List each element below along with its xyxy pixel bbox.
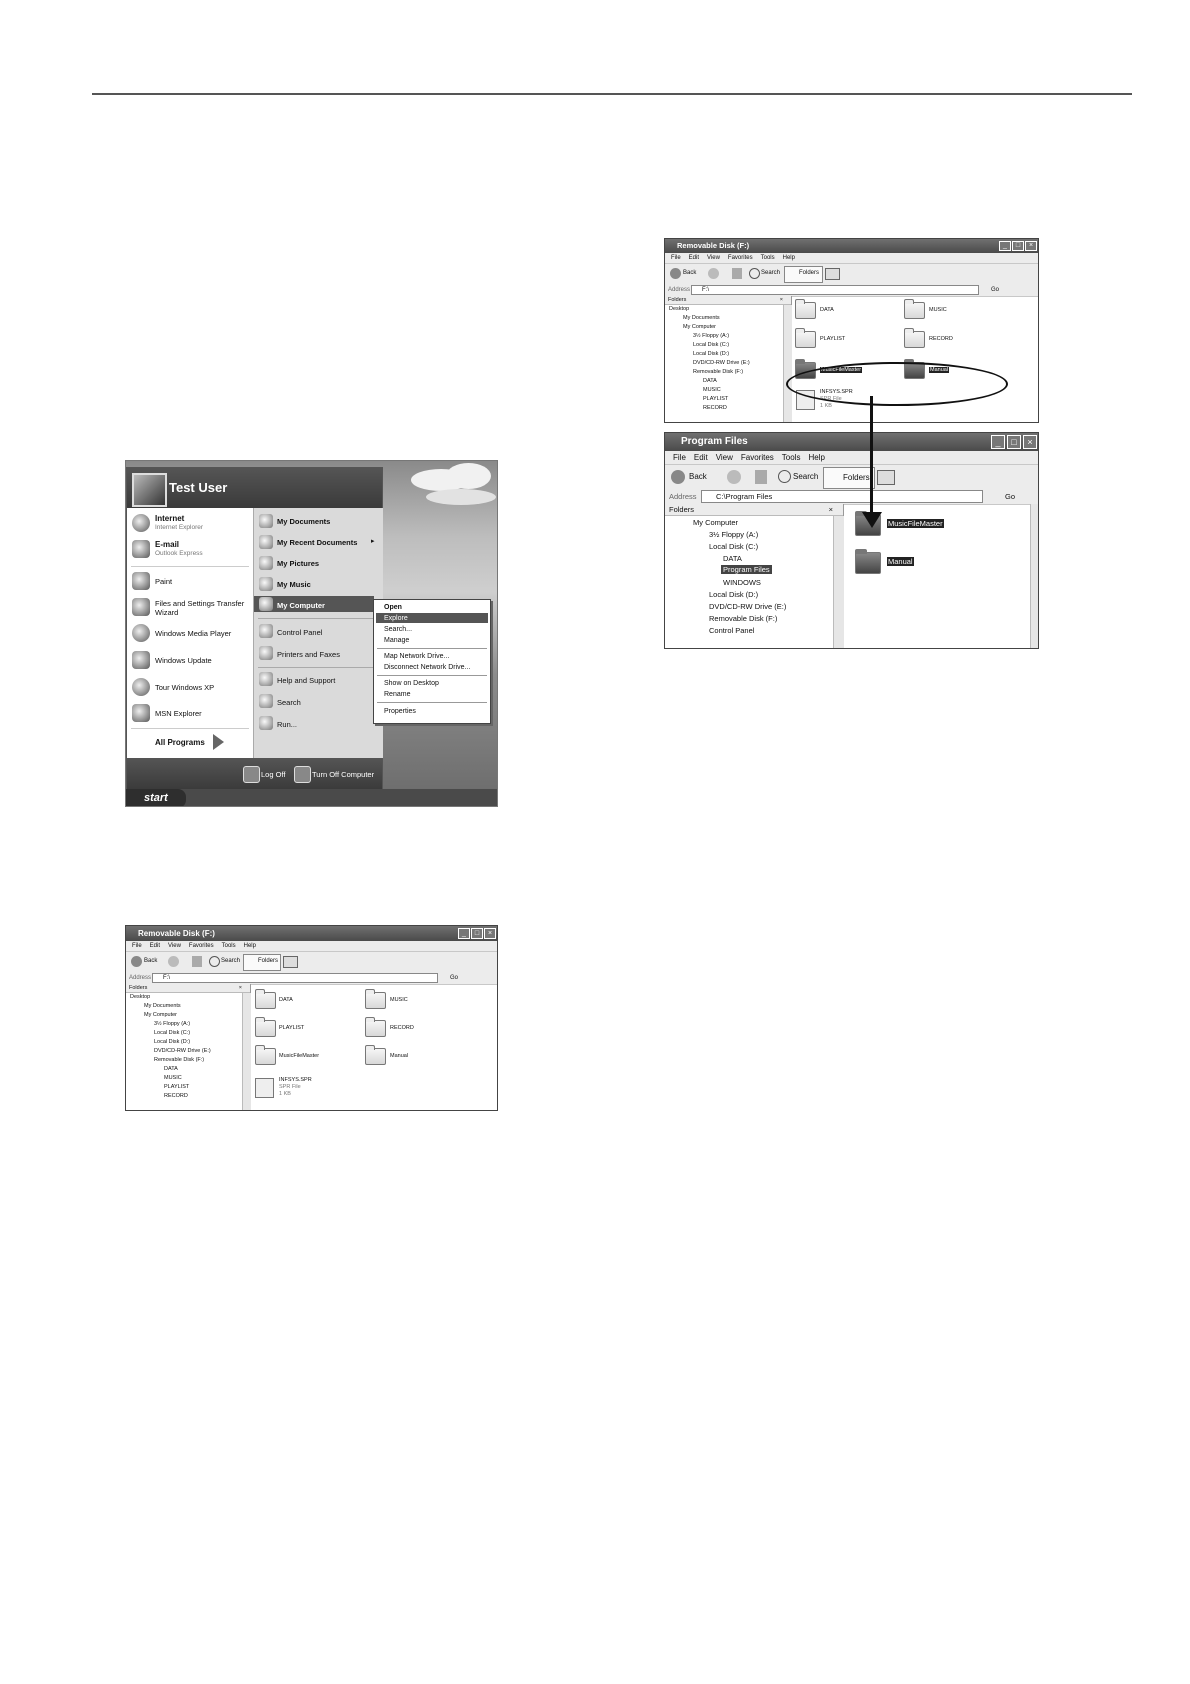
tree-item[interactable]: Local Disk (D:) [154, 1039, 191, 1045]
separator [377, 675, 487, 676]
menu-view[interactable]: View [707, 255, 720, 261]
tree-item[interactable]: My Computer [683, 324, 717, 330]
start-menu-screenshot [125, 460, 498, 807]
power-icon [294, 766, 311, 783]
printers-icon [259, 646, 273, 660]
folder-icon [255, 992, 276, 1009]
tree-item[interactable]: DATA [723, 554, 742, 563]
file-size: 1 KB [820, 403, 832, 409]
close-pane-icon[interactable]: × [828, 505, 833, 514]
pinned-programs [127, 508, 253, 758]
tree-item[interactable]: My Documents [683, 315, 720, 321]
tree-item[interactable]: PLAYLIST [703, 396, 729, 402]
menu-help[interactable]: Help [243, 943, 256, 949]
file-name[interactable]: INFSYS.SPR [820, 389, 853, 395]
tree-item[interactable]: Local Disk (D:) [693, 351, 730, 357]
minimize-button[interactable]: _ [999, 241, 1011, 251]
folders-pane-title: Folders [669, 505, 695, 514]
folder-icon [904, 331, 925, 348]
run-icon [259, 716, 273, 730]
folder-icon [795, 331, 816, 348]
address-label: Address [669, 492, 697, 501]
go-button[interactable]: Go [991, 287, 1000, 293]
menu-help[interactable]: Help [808, 453, 825, 462]
search-icon [259, 694, 273, 708]
tree-item[interactable]: DATA [164, 1066, 178, 1072]
tree-item[interactable]: DATA [703, 378, 717, 384]
folder-music[interactable]: MUSIC [390, 997, 408, 1003]
folder-musicfilemaster[interactable]: MusicFileMaster [279, 1053, 320, 1059]
separator [131, 566, 249, 567]
address-input[interactable]: C:\Program Files [701, 490, 983, 503]
minimize-button[interactable]: _ [458, 928, 470, 939]
maximize-button[interactable]: □ [471, 928, 483, 939]
tree-item[interactable]: Desktop [669, 306, 690, 312]
folder-record[interactable]: RECORD [929, 336, 953, 342]
my-pictures-icon [259, 556, 273, 570]
log-off-icon [243, 766, 260, 783]
arrow-right-icon [213, 734, 224, 750]
my-documents-icon [259, 514, 273, 528]
highlight-oval [786, 362, 1008, 406]
media-player-icon [132, 624, 150, 642]
menu-file[interactable]: File [671, 255, 681, 261]
title-bar [126, 926, 497, 941]
submenu-arrow-icon: ▸ [371, 538, 375, 545]
window-title: Removable Disk (F:) [138, 929, 215, 938]
menu-item-recent-documents[interactable]: My Recent Documents [277, 538, 358, 547]
menu-item-media-player[interactable]: Windows Media Player [155, 629, 232, 638]
folders-pane-header [665, 296, 791, 305]
close-pane-icon[interactable]: × [779, 297, 783, 303]
go-button[interactable]: Go [450, 975, 459, 981]
arrow-down-icon [862, 512, 882, 528]
address-bar [665, 489, 1038, 505]
folders-label: Folders [258, 958, 279, 964]
tree-item[interactable]: MUSIC [164, 1075, 182, 1081]
separator [258, 618, 378, 619]
folder-icon [904, 302, 925, 319]
tree-item[interactable]: Local Disk (C:) [709, 542, 759, 551]
explorer-window-program-files [664, 432, 1039, 649]
file-icon [255, 1078, 274, 1098]
context-item-manage[interactable]: Manage [384, 637, 410, 644]
window-title: Removable Disk (F:) [677, 241, 750, 250]
menu-edit[interactable]: Edit [149, 943, 161, 949]
tree-item[interactable]: Local Disk (C:) [693, 342, 730, 348]
forward-arrow-icon[interactable] [168, 956, 179, 967]
folder-data[interactable]: DATA [820, 307, 834, 313]
file-list [250, 984, 498, 1111]
up-folder-icon[interactable] [732, 268, 742, 279]
msn-icon [132, 704, 150, 722]
tree-item[interactable]: WINDOWS [723, 578, 761, 587]
context-item-map-drive[interactable]: Map Network Drive... [384, 653, 450, 660]
toolbar [665, 264, 1038, 285]
tree-item[interactable]: MUSIC [703, 387, 721, 393]
tree-item[interactable]: 3½ Floppy (A:) [154, 1021, 191, 1027]
cloud [426, 489, 496, 505]
tree-item[interactable]: Removable Disk (F:) [693, 369, 744, 375]
search-icon [209, 956, 220, 967]
tree-item[interactable]: Removable Disk (F:) [154, 1057, 205, 1063]
back-arrow-icon [671, 470, 685, 484]
views-icon[interactable] [877, 470, 895, 485]
folder-icon [855, 552, 881, 574]
menu-tools[interactable]: Tools [760, 255, 775, 261]
file-type: SPR File [279, 1084, 301, 1090]
forward-arrow-icon[interactable] [727, 470, 741, 484]
tree-item[interactable]: 3½ Floppy (A:) [693, 333, 730, 339]
search-button[interactable]: Search [761, 270, 781, 276]
tree-item[interactable]: My Computer [693, 518, 739, 527]
header-rule [92, 93, 1132, 95]
toolbar [126, 952, 497, 973]
context-item-search[interactable]: Search... [384, 626, 413, 633]
menu-favorites[interactable]: Favorites [740, 453, 774, 462]
user-avatar[interactable] [132, 473, 167, 507]
minimize-button[interactable]: _ [991, 435, 1005, 449]
menu-item-paint[interactable]: Paint [155, 577, 173, 586]
search-button[interactable]: Search [793, 472, 819, 481]
menu-file[interactable]: File [132, 943, 142, 949]
separator [377, 702, 487, 703]
tree-item[interactable]: DVD/CD-RW Drive (E:) [709, 602, 787, 611]
folder-icon [795, 302, 816, 319]
tree-item[interactable]: Local Disk (C:) [154, 1030, 191, 1036]
close-button[interactable]: × [1025, 241, 1037, 251]
separator [258, 667, 378, 668]
menu-item-email[interactable]: E-mail Outlook Express [155, 540, 203, 557]
back-arrow-icon [131, 956, 142, 967]
folders-pane-title: Folders [129, 985, 148, 991]
menu-tools[interactable]: Tools [781, 453, 801, 462]
folder-icon [365, 1048, 386, 1065]
menu-item-run[interactable]: Run... [277, 720, 298, 729]
context-menu [373, 599, 491, 724]
forward-arrow-icon[interactable] [708, 268, 719, 279]
menu-item-windows-update[interactable]: Windows Update [155, 656, 212, 665]
start-menu [126, 467, 383, 791]
file-type: SPR File [820, 396, 842, 402]
folder-icon [365, 1020, 386, 1037]
folders-pane-header [665, 504, 843, 516]
back-button[interactable]: Back [689, 472, 707, 481]
menu-item-control-panel[interactable]: Control Panel [277, 628, 323, 637]
folder-music[interactable]: MUSIC [929, 307, 947, 313]
menu-edit[interactable]: Edit [688, 255, 700, 261]
paint-icon [132, 572, 150, 590]
context-item-properties[interactable]: Properties [384, 708, 416, 715]
start-menu-header [127, 468, 382, 508]
folder-icon [255, 1048, 276, 1065]
views-icon[interactable] [283, 956, 298, 968]
context-item-show-desktop[interactable]: Show on Desktop [384, 680, 439, 687]
tree-item[interactable]: PLAYLIST [164, 1084, 190, 1090]
tree-item[interactable]: My Computer [144, 1012, 178, 1018]
context-item-explore[interactable]: Explore [384, 615, 408, 622]
tour-icon [132, 678, 150, 696]
folders-label: Folders [799, 270, 820, 276]
tree-item[interactable]: My Documents [144, 1003, 181, 1009]
recent-documents-icon [259, 535, 273, 549]
internet-explorer-icon [132, 514, 150, 532]
window-title: Program Files [681, 436, 748, 447]
search-button[interactable]: Search [221, 958, 241, 964]
folder-data[interactable]: DATA [279, 997, 293, 1003]
menu-item-my-computer[interactable]: My Computer [277, 601, 325, 610]
close-pane-icon[interactable]: × [238, 985, 242, 991]
explorer-window-removable [125, 925, 498, 1111]
folders-pane [665, 296, 792, 423]
tree-item[interactable]: Removable Disk (F:) [709, 614, 778, 623]
menu-help[interactable]: Help [782, 255, 795, 261]
menu-bar [126, 941, 497, 952]
folders-pane [665, 504, 844, 649]
separator [131, 728, 249, 729]
places-list [253, 508, 383, 758]
content-scrollbar[interactable] [1030, 504, 1039, 649]
folder-icon [365, 992, 386, 1009]
file-size: 1 KB [279, 1091, 291, 1097]
menu-item-msn[interactable]: MSN Explorer [155, 709, 202, 718]
folder-playlist[interactable]: PLAYLIST [820, 336, 846, 342]
menu-tools[interactable]: Tools [221, 943, 236, 949]
folders-button[interactable] [784, 266, 823, 283]
help-icon [259, 672, 273, 686]
context-item-open[interactable]: Open [384, 604, 402, 611]
separator [377, 648, 487, 649]
go-button[interactable]: Go [1005, 492, 1016, 501]
tree-item[interactable]: RECORD [703, 405, 727, 411]
folders-pane-header [126, 984, 250, 993]
address-label: Address [668, 287, 691, 293]
my-music-icon [259, 577, 273, 591]
folder-manual[interactable]: Manual [930, 367, 949, 373]
toolbar [665, 465, 1038, 490]
tree-item[interactable]: Desktop [130, 994, 151, 1000]
control-panel-icon [259, 624, 273, 638]
tree-item[interactable]: 3½ Floppy (A:) [709, 530, 759, 539]
folder-icon [255, 1020, 276, 1037]
email-icon [132, 540, 150, 558]
address-input[interactable]: F:\ [152, 973, 438, 983]
tree-item[interactable]: DVD/CD-RW Drive (E:) [693, 360, 750, 366]
context-item-rename[interactable]: Rename [384, 691, 411, 698]
taskbar [126, 789, 497, 807]
menu-item-internet[interactable]: Internet Internet Explorer [155, 514, 204, 531]
windows-update-icon [132, 651, 150, 669]
folders-pane [126, 984, 251, 1111]
folder-manual[interactable]: Manual [390, 1053, 409, 1059]
menu-item-my-documents[interactable]: My Documents [277, 517, 331, 526]
user-name: Test User [169, 480, 228, 495]
views-icon[interactable] [825, 268, 840, 280]
search-icon [778, 470, 791, 483]
folders-button[interactable] [243, 954, 281, 971]
address-label: Address [129, 975, 152, 981]
search-icon [749, 268, 760, 279]
folder-playlist[interactable]: PLAYLIST [279, 1025, 305, 1031]
menu-edit[interactable]: Edit [693, 453, 708, 462]
up-folder-icon[interactable] [755, 470, 767, 484]
menu-view[interactable]: View [715, 453, 733, 462]
menu-bar [665, 451, 1038, 465]
tree-item[interactable]: Control Panel [709, 626, 755, 635]
menu-favorites[interactable]: Favorites [727, 255, 753, 261]
menu-bar [665, 253, 1038, 264]
folders-label: Folders [843, 473, 870, 482]
file-name[interactable]: INFSYS.SPR [279, 1077, 312, 1083]
folder-musicfilemaster[interactable]: MusicFileMaster [821, 367, 862, 373]
my-computer-icon [259, 597, 273, 611]
all-programs-button[interactable]: All Programs [155, 738, 205, 747]
maximize-button[interactable]: □ [1012, 241, 1024, 251]
address-input[interactable]: F:\ [691, 285, 979, 295]
start-button[interactable]: start [126, 789, 186, 807]
transfer-wizard-icon [132, 598, 150, 616]
title-bar [665, 239, 1038, 253]
menu-item-files-transfer[interactable]: Files and Settings Transfer Wizard [155, 599, 245, 617]
menu-item-search[interactable]: Search [277, 698, 301, 707]
close-button[interactable]: × [1023, 435, 1037, 449]
back-button[interactable]: Back [144, 958, 158, 964]
log-off-button[interactable]: Log Off [261, 770, 286, 779]
close-button[interactable]: × [484, 928, 496, 939]
menu-item-help[interactable]: Help and Support [277, 676, 336, 685]
start-menu-footer [127, 758, 382, 790]
menu-view[interactable]: View [168, 943, 181, 949]
tree-item-selected[interactable]: Program Files [723, 565, 770, 574]
folder-record[interactable]: RECORD [390, 1025, 414, 1031]
folders-button[interactable] [823, 467, 875, 489]
tree-item[interactable]: DVD/CD-RW Drive (E:) [154, 1048, 211, 1054]
tree-item[interactable]: Local Disk (D:) [709, 590, 759, 599]
back-arrow-icon [670, 268, 681, 279]
folder-musicfilemaster[interactable]: MusicFileMaster [888, 519, 943, 528]
menu-item-my-music[interactable]: My Music [277, 580, 311, 589]
context-item-disconnect-drive[interactable]: Disconnect Network Drive... [384, 664, 471, 671]
back-button[interactable]: Back [683, 270, 697, 276]
folders-pane-title: Folders [668, 297, 687, 303]
menu-item-tour[interactable]: Tour Windows XP [155, 683, 215, 692]
menu-favorites[interactable]: Favorites [188, 943, 214, 949]
maximize-button[interactable]: □ [1007, 435, 1021, 449]
tree-item[interactable]: RECORD [164, 1093, 188, 1099]
cloud [446, 463, 491, 489]
turn-off-button[interactable]: Turn Off Computer [312, 770, 375, 779]
folder-manual[interactable]: Manual [888, 557, 913, 566]
menu-item-printers[interactable]: Printers and Faxes [277, 650, 340, 659]
copy-arrow [870, 396, 873, 518]
menu-file[interactable]: File [673, 453, 686, 462]
up-folder-icon[interactable] [192, 956, 202, 967]
menu-item-my-pictures[interactable]: My Pictures [277, 559, 320, 568]
title-bar [665, 433, 1038, 451]
